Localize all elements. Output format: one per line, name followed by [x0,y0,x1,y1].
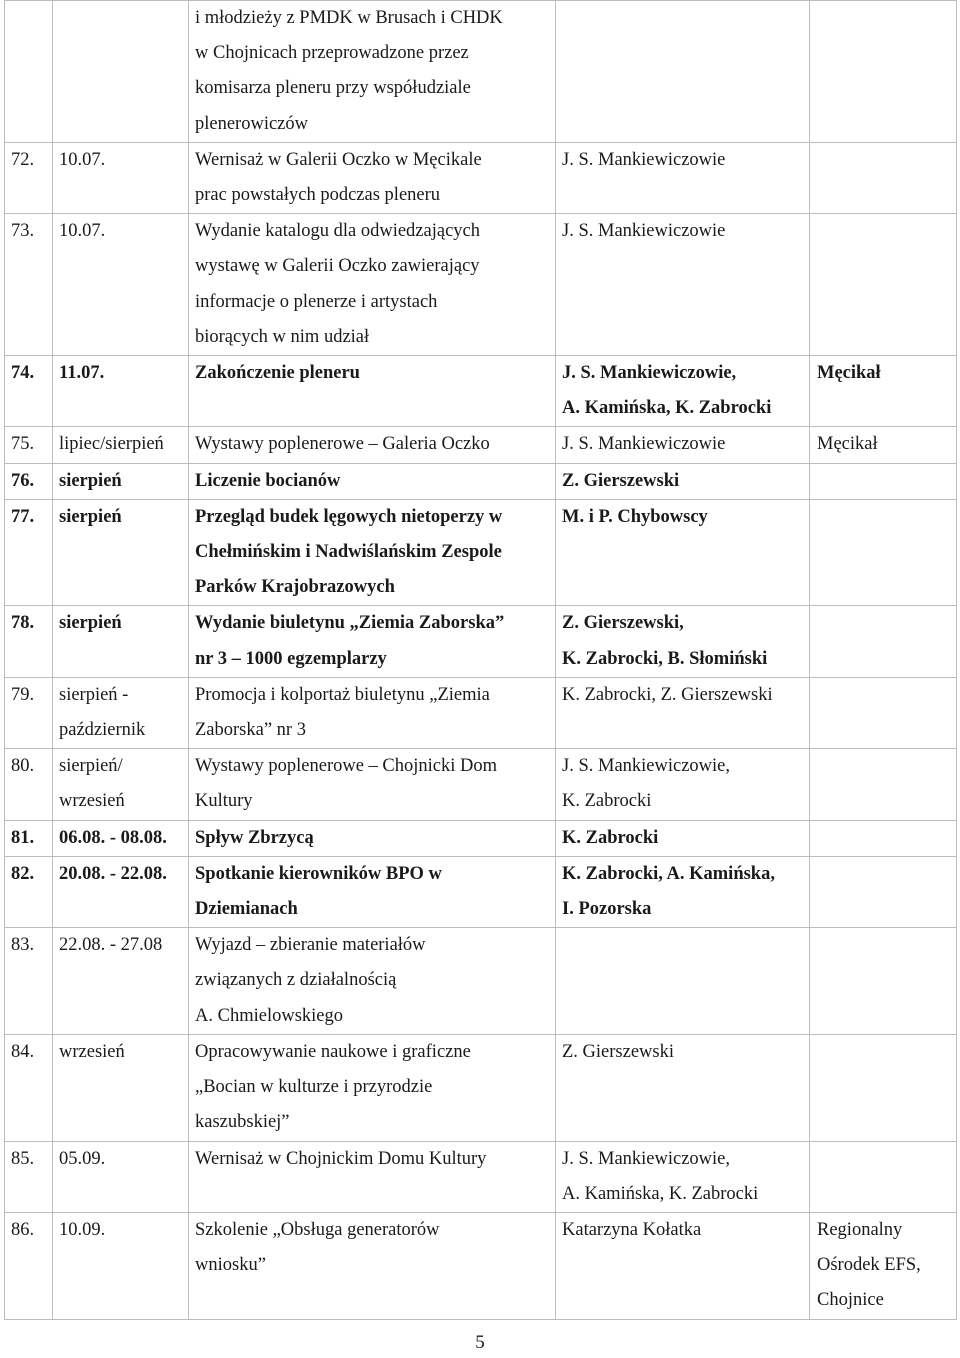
row-place-line: Ośrodek EFS, [817,1255,921,1276]
row-task-line: komisarza pleneru przy współudziale [195,78,471,99]
page-number: 5 [475,1332,485,1353]
row-task-line: „Bocian w kulturze i przyrodzie [195,1077,433,1098]
row-task-line: Wydanie biuletynu „Ziemia Zaborska” [195,613,505,634]
row-date [53,463,189,499]
row-date [53,820,189,856]
row-date [53,606,189,677]
row-date-line: lipiec/sierpień [59,434,164,455]
row-task-line: A. Chmielowskiego [195,1005,343,1026]
row-date-line: październik [59,720,146,741]
row-responsible [556,606,810,677]
row-responsible [556,142,810,213]
table-row [5,820,957,856]
row-date-line: sierpień - [59,684,129,705]
row-number: 84. [5,1034,53,1141]
row-task-line: Kultury [195,791,253,812]
table-row [5,214,957,356]
row-number: 79. [5,677,53,748]
row-responsible [556,928,810,1035]
row-task [189,1212,556,1319]
row-responsible-line: Katarzyna Kołatka [562,1219,702,1240]
row-place [810,463,957,499]
table-row [5,356,957,427]
row-number [5,1,53,143]
row-place [810,820,957,856]
row-place [810,749,957,820]
row-date-line: wrzesień [59,791,125,812]
row-number: 75. [5,427,53,463]
row-task [189,928,556,1035]
row-responsible [556,214,810,356]
row-task [189,606,556,677]
row-responsible [556,1212,810,1319]
row-date [53,677,189,748]
row-place [810,677,957,748]
table-row [5,463,957,499]
row-date-line: sierpień [59,470,122,491]
row-number: 81. [5,820,53,856]
row-task [189,214,556,356]
table-row [5,677,957,748]
row-task-line: biorących w nim udział [195,326,370,347]
row-task-line: Przegląd budek lęgowych nietoperzy w [195,506,503,527]
row-place-line: Męcikał [817,434,878,455]
table-row [5,427,957,463]
table-row [5,499,957,606]
row-responsible [556,1034,810,1141]
row-responsible-line: Z. Gierszewski [562,470,680,491]
row-place-line: Męcikał [817,363,881,384]
row-responsible [556,463,810,499]
row-date [53,856,189,927]
row-responsible [556,1141,810,1212]
row-date [53,1034,189,1141]
row-date-line: 06.08. - 08.08. [59,827,167,848]
row-place [810,499,957,606]
row-responsible-line: J. S. Mankiewiczowie [562,149,726,170]
row-place [810,928,957,1035]
row-task [189,820,556,856]
table-row [5,142,957,213]
row-task [189,856,556,927]
row-task-line: w Chojnicach przeprowadzone przez [195,43,469,64]
row-place [810,142,957,213]
row-responsible-line: J. S. Mankiewiczowie, [562,1148,731,1169]
row-number: 82. [5,856,53,927]
row-date [53,1212,189,1319]
row-task-line: informacje o plenerze i artystach [195,291,438,312]
row-task-line: Parków Krajobrazowych [195,577,395,598]
row-responsible-line: K. Zabrocki, B. Słomiński [562,648,768,669]
row-task-line: kaszubskiej” [195,1112,290,1133]
row-task-line: wystawę w Galerii Oczko zawierający [195,256,480,277]
row-task-line: Wernisaż w Galerii Oczko w Męcikale [195,149,482,170]
row-place [810,1034,957,1141]
row-number: 80. [5,749,53,820]
row-task-line: Wystawy poplenerowe – Galeria Oczko [195,434,490,455]
row-date-line: 20.08. - 22.08. [59,863,167,884]
row-number: 78. [5,606,53,677]
row-number: 72. [5,142,53,213]
row-date-line: 10.07. [59,149,106,170]
row-place-line: Regionalny [817,1219,903,1240]
row-task-line: Wydanie katalogu dla odwiedzających [195,221,480,242]
row-date-line: sierpień [59,613,122,634]
row-date-line: 22.08. - 27.08 [59,935,163,956]
row-date-line: wrzesień [59,1041,125,1062]
row-task-line: Chełmińskim i Nadwiślańskim Zespole [195,542,502,563]
row-responsible-line: A. Kamińska, K. Zabrocki [562,1183,759,1204]
row-date-line: 05.09. [59,1148,106,1169]
table-row [5,1141,957,1212]
row-task-line: Dziemianach [195,899,298,920]
row-responsible [556,677,810,748]
row-date-line: sierpień [59,506,122,527]
row-responsible-line: J. S. Mankiewiczowie, [562,363,737,384]
table-row [5,749,957,820]
row-responsible-line: K. Zabrocki [562,791,652,812]
row-task [189,142,556,213]
row-task-line: prac powstałych podczas pleneru [195,185,441,206]
row-responsible-line: M. i P. Chybowscy [562,506,708,527]
row-number: 86. [5,1212,53,1319]
row-date-line: sierpień/ [59,756,123,777]
row-date [53,928,189,1035]
row-responsible-line: J. S. Mankiewiczowie [562,221,726,242]
row-task-line: Wyjazd – zbieranie materiałów [195,935,426,956]
table-row [5,1212,957,1319]
row-date [53,356,189,427]
row-task-line: plenerowiczów [195,113,309,134]
row-responsible-line: J. S. Mankiewiczowie [562,434,726,455]
row-task-line: Zaborska” nr 3 [195,720,306,741]
activity-table [4,0,957,1320]
row-task [189,677,556,748]
row-date [53,499,189,606]
row-responsible [556,427,810,463]
row-task [189,427,556,463]
table-row [5,1,957,143]
row-task-line: Zakończenie pleneru [195,363,360,384]
row-task-line: Opracowywanie naukowe i graficzne [195,1041,471,1062]
row-task-line: Szkolenie „Obsługa generatorów [195,1219,440,1240]
row-number: 77. [5,499,53,606]
row-number: 85. [5,1141,53,1212]
table-row [5,606,957,677]
row-date-line: 10.07. [59,221,106,242]
row-date [53,142,189,213]
row-number: 73. [5,214,53,356]
row-task [189,463,556,499]
row-number: 74. [5,356,53,427]
row-place [810,1141,957,1212]
row-date [53,749,189,820]
row-responsible [556,749,810,820]
row-responsible [556,856,810,927]
row-date [53,214,189,356]
row-task [189,749,556,820]
row-task [189,499,556,606]
row-task-line: wniosku” [195,1255,266,1276]
row-responsible [556,1,810,143]
row-task-line: Wernisaż w Chojnickim Domu Kultury [195,1148,487,1169]
row-task-line: Wystawy poplenerowe – Chojnicki Dom [195,756,498,777]
row-number: 83. [5,928,53,1035]
row-place [810,427,957,463]
row-task-line: Promocja i kolportaż biuletynu „Ziemia [195,684,490,705]
row-responsible-line: K. Zabrocki [562,827,659,848]
row-responsible [556,499,810,606]
row-responsible-line: Z. Gierszewski, [562,613,684,634]
row-place [810,856,957,927]
row-date [53,1141,189,1212]
row-place-line: Chojnice [817,1290,884,1311]
row-responsible-line: K. Zabrocki, Z. Gierszewski [562,684,773,705]
row-number: 76. [5,463,53,499]
row-place [810,1,957,143]
table-body [5,1,957,1320]
row-responsible [556,356,810,427]
row-place [810,1212,957,1319]
row-task-line: związanych z działalnością [195,970,397,991]
row-task [189,356,556,427]
row-task-line: Liczenie bocianów [195,470,341,491]
row-place [810,214,957,356]
table-row [5,1034,957,1141]
row-place [810,606,957,677]
row-task [189,1,556,143]
row-responsible [556,820,810,856]
row-date [53,1,189,143]
row-task [189,1141,556,1212]
row-task-line: i młodzieży z PMDK w Brusach i CHDK [195,8,503,28]
row-task-line: Spotkanie kierowników BPO w [195,863,442,884]
row-date-line: 10.09. [59,1219,106,1240]
row-responsible-line: Z. Gierszewski [562,1041,674,1062]
table-row [5,856,957,927]
row-responsible-line: J. S. Mankiewiczowie, [562,756,731,777]
row-responsible-line: K. Zabrocki, A. Kamińska, [562,863,775,884]
row-date [53,427,189,463]
row-responsible-line: A. Kamińska, K. Zabrocki [562,398,772,419]
row-task-line: nr 3 – 1000 egzemplarzy [195,648,387,669]
row-date-line: 11.07. [59,363,105,384]
row-task-line: Spływ Zbrzycą [195,827,314,848]
row-place [810,356,957,427]
row-responsible-line: I. Pozorska [562,899,652,920]
table-row [5,928,957,1035]
row-task [189,1034,556,1141]
